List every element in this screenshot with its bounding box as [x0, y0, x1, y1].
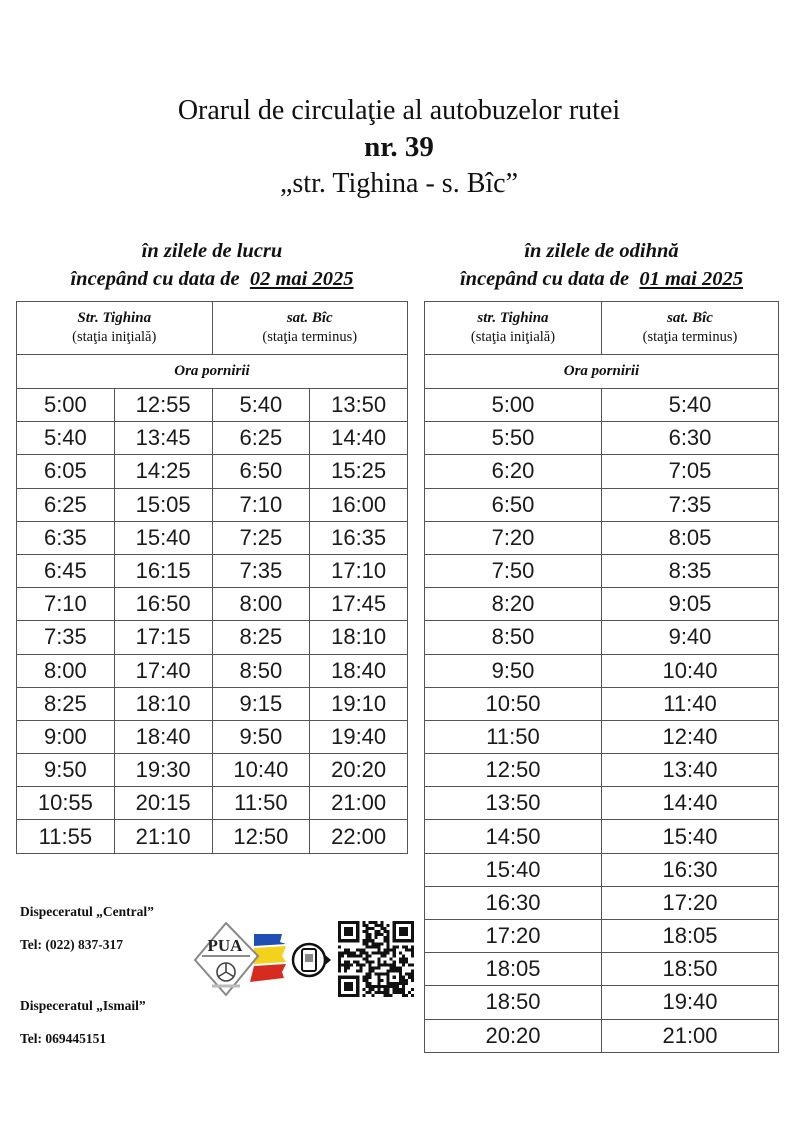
departure-time: 5:00 — [17, 389, 115, 422]
departure-time: 13:50 — [425, 787, 602, 820]
stop-type: (staţia iniţială) — [470, 329, 556, 345]
stop-name: sat. Bîc — [667, 310, 713, 326]
departure-time: 11:55 — [17, 820, 115, 853]
restdays-timetable — [424, 301, 779, 1053]
departure-time: 14:40 — [602, 787, 779, 820]
table-row — [425, 554, 779, 587]
table-row — [17, 389, 408, 422]
title-line-1: Orarul de circulaţie al autobuzelor rutei — [177, 95, 621, 126]
departure-time: 6:50 — [425, 488, 602, 521]
departure-time: 19:40 — [602, 986, 779, 1019]
table-row — [425, 820, 779, 853]
departure-time: 22:00 — [310, 820, 408, 853]
departure-time: 16:30 — [602, 853, 779, 886]
departure-time: 8:25 — [212, 621, 310, 654]
workdays-from-label: începând cu data de — [70, 268, 240, 290]
departure-time: 11:50 — [212, 787, 310, 820]
departure-time: 21:00 — [310, 787, 408, 820]
route-number: nr. 39 — [364, 131, 434, 163]
departure-time: 17:10 — [310, 554, 408, 587]
flag-red — [250, 964, 286, 982]
departure-time: 9:50 — [17, 754, 115, 787]
workdays-timetable — [16, 301, 408, 854]
table-row — [425, 853, 779, 886]
table-row — [425, 920, 779, 953]
departure-time: 21:10 — [114, 820, 212, 853]
departure-time: 15:05 — [114, 488, 212, 521]
stop-name: str. Tighina — [477, 310, 549, 326]
departure-time: 7:35 — [17, 621, 115, 654]
workdays-heading — [16, 237, 408, 293]
phone-scan-icon — [290, 940, 332, 980]
table-row — [17, 720, 408, 753]
table-row — [17, 654, 408, 687]
table-row — [17, 588, 408, 621]
departure-time: 18:05 — [602, 920, 779, 953]
table-row — [425, 687, 779, 720]
stop-header-end — [602, 302, 779, 355]
departure-time: 6:30 — [602, 422, 779, 455]
table-row — [17, 455, 408, 488]
departure-time: 7:50 — [425, 554, 602, 587]
departure-time: 16:15 — [114, 554, 212, 587]
departure-time: 17:20 — [602, 886, 779, 919]
stop-header-start — [17, 302, 213, 355]
departure-time: 9:15 — [212, 687, 310, 720]
stop-header-start — [425, 302, 602, 355]
departure-time: 15:25 — [310, 455, 408, 488]
table-row — [425, 389, 779, 422]
departure-time: 10:40 — [212, 754, 310, 787]
departure-time: 10:55 — [17, 787, 115, 820]
departure-time: 9:00 — [17, 720, 115, 753]
departure-time: 8:50 — [425, 621, 602, 654]
pua-logo — [192, 920, 292, 998]
stop-header-end — [212, 302, 408, 355]
departure-time: 8:05 — [602, 521, 779, 554]
table-row — [425, 521, 779, 554]
table-row — [17, 754, 408, 787]
table-row — [425, 422, 779, 455]
restdays-title: în zilele de odihnă — [524, 240, 679, 262]
departure-time: 6:25 — [17, 488, 115, 521]
table-row — [425, 455, 779, 488]
departure-time: 10:50 — [425, 687, 602, 720]
table-row — [17, 687, 408, 720]
departure-time: 17:45 — [310, 588, 408, 621]
departure-time: 16:50 — [114, 588, 212, 621]
departure-time: 5:40 — [212, 389, 310, 422]
departure-time: 19:30 — [114, 754, 212, 787]
departure-time: 7:25 — [212, 521, 310, 554]
departure-time: 7:20 — [425, 521, 602, 554]
departure-time: 16:30 — [425, 886, 602, 919]
departure-time: 20:20 — [425, 1019, 602, 1052]
table-row — [425, 1019, 779, 1052]
dispatch-ismail: Dispeceratul „Ismail” — [20, 998, 146, 1013]
departure-time: 5:40 — [17, 422, 115, 455]
table-row — [425, 621, 779, 654]
logo-diamond — [195, 923, 258, 995]
departure-time: 17:40 — [114, 654, 212, 687]
table-row — [425, 720, 779, 753]
departure-time: 8:00 — [212, 588, 310, 621]
departure-time: 13:50 — [310, 389, 408, 422]
table-row — [425, 953, 779, 986]
departure-time: 11:50 — [425, 720, 602, 753]
departure-time: 6:50 — [212, 455, 310, 488]
departure-time: 15:40 — [602, 820, 779, 853]
route-name: „str. Tighina - s. Bîc” — [279, 168, 518, 199]
departure-time: 14:50 — [425, 820, 602, 853]
departure-time: 18:50 — [602, 953, 779, 986]
phone-ismail: Tel: 069445151 — [20, 1031, 107, 1046]
departure-time: 7:05 — [602, 455, 779, 488]
table-row — [425, 588, 779, 621]
departure-time: 14:25 — [114, 455, 212, 488]
departure-time: 7:35 — [212, 554, 310, 587]
stop-type: (staţia terminus) — [642, 329, 738, 345]
departure-time: 21:00 — [602, 1019, 779, 1052]
departure-time: 6:45 — [17, 554, 115, 587]
stop-name: Str. Tighina — [77, 310, 152, 326]
departure-time: 6:05 — [17, 455, 115, 488]
departure-time: 9:50 — [425, 654, 602, 687]
departure-time: 7:10 — [212, 488, 310, 521]
flag-blue — [254, 934, 286, 946]
logo-text: PUA — [207, 936, 243, 955]
table-row — [425, 986, 779, 1019]
stop-type: (staţia iniţială) — [72, 329, 157, 345]
departure-time-label: Ora pornirii — [17, 355, 408, 389]
departure-time: 12:50 — [212, 820, 310, 853]
departure-time: 6:25 — [212, 422, 310, 455]
departure-time: 8:25 — [17, 687, 115, 720]
table-row — [425, 754, 779, 787]
departure-time: 7:35 — [602, 488, 779, 521]
departure-time: 9:50 — [212, 720, 310, 753]
table-row — [17, 787, 408, 820]
departure-time-label: Ora pornirii — [425, 355, 779, 389]
departure-time: 15:40 — [114, 521, 212, 554]
departure-time: 8:50 — [212, 654, 310, 687]
departure-time: 17:15 — [114, 621, 212, 654]
page-title — [0, 93, 798, 202]
departure-time: 12:50 — [425, 754, 602, 787]
departure-time: 20:15 — [114, 787, 212, 820]
departure-time: 19:40 — [310, 720, 408, 753]
table-row — [425, 488, 779, 521]
table-row — [17, 820, 408, 853]
workdays-title: în zilele de lucru — [141, 240, 283, 262]
table-row — [17, 422, 408, 455]
workdays-from — [16, 265, 408, 293]
departure-time: 18:10 — [114, 687, 212, 720]
departure-time: 17:20 — [425, 920, 602, 953]
departure-time: 15:40 — [425, 853, 602, 886]
stop-name: sat. Bîc — [286, 310, 333, 326]
departure-time: 13:45 — [114, 422, 212, 455]
departure-time: 19:10 — [310, 687, 408, 720]
dispatch-central: Dispeceratul „Central” — [20, 904, 154, 919]
departure-time: 12:55 — [114, 389, 212, 422]
departure-time: 18:10 — [310, 621, 408, 654]
table-row — [425, 654, 779, 687]
flag-yellow — [254, 946, 286, 964]
departure-time: 5:40 — [602, 389, 779, 422]
departure-time: 18:40 — [114, 720, 212, 753]
departure-time: 10:40 — [602, 654, 779, 687]
table-row — [17, 621, 408, 654]
departure-time: 9:05 — [602, 588, 779, 621]
phone-central: Tel: (022) 837-317 — [20, 937, 123, 952]
departure-time: 18:50 — [425, 986, 602, 1019]
departure-time: 11:40 — [602, 687, 779, 720]
restdays-from — [424, 265, 779, 293]
departure-time: 7:10 — [17, 588, 115, 621]
restdays-date: 01 mai 2025 — [639, 268, 744, 290]
table-row — [17, 488, 408, 521]
departure-time: 16:35 — [310, 521, 408, 554]
departure-time: 5:50 — [425, 422, 602, 455]
departure-time: 5:00 — [425, 389, 602, 422]
departure-time: 8:35 — [602, 554, 779, 587]
table-row — [17, 521, 408, 554]
departure-time: 8:00 — [17, 654, 115, 687]
departure-time: 9:40 — [602, 621, 779, 654]
departure-time: 13:40 — [602, 754, 779, 787]
qr-code — [337, 921, 415, 997]
departure-time: 12:40 — [602, 720, 779, 753]
departure-time: 6:20 — [425, 455, 602, 488]
table-row — [425, 787, 779, 820]
table-row — [425, 886, 779, 919]
departure-time: 6:35 — [17, 521, 115, 554]
departure-time: 16:00 — [310, 488, 408, 521]
departure-time: 18:05 — [425, 953, 602, 986]
table-row — [17, 554, 408, 587]
departure-time: 20:20 — [310, 754, 408, 787]
departure-time: 14:40 — [310, 422, 408, 455]
stop-type: (staţia terminus) — [262, 329, 358, 345]
restdays-heading — [424, 237, 779, 293]
departure-time: 18:40 — [310, 654, 408, 687]
restdays-from-label: începând cu data de — [459, 268, 630, 290]
workdays-date: 02 mai 2025 — [249, 268, 354, 290]
departure-time: 8:20 — [425, 588, 602, 621]
